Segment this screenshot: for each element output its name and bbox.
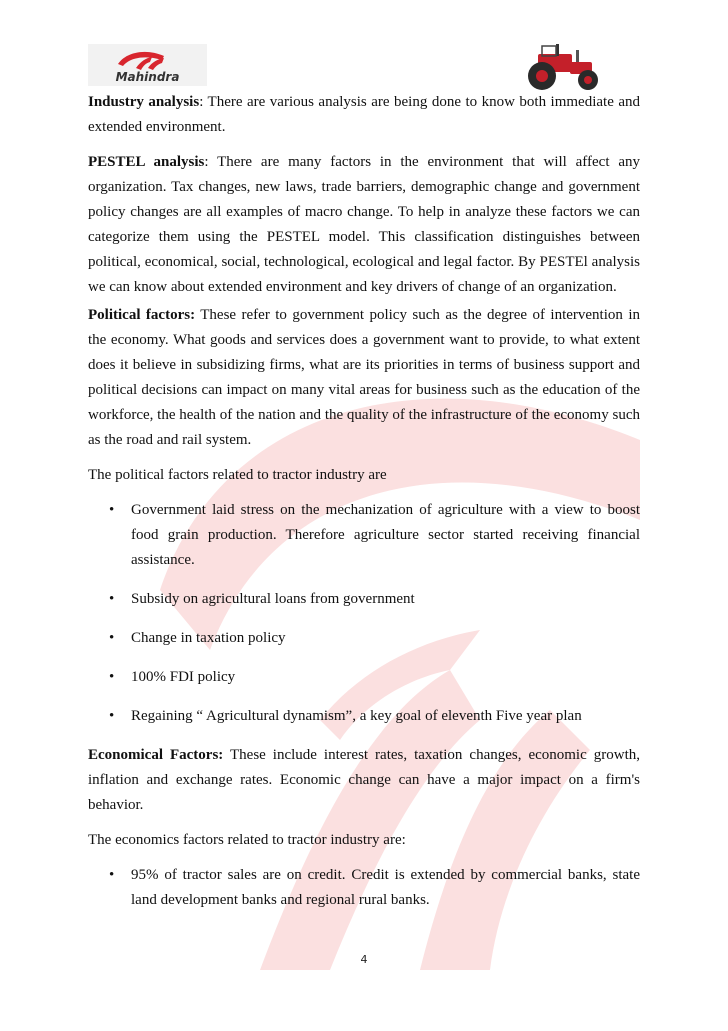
economical-factors-intro: The economics factors related to tractor industry are: bbox=[88, 832, 406, 848]
tractor-icon bbox=[512, 40, 608, 92]
economical-factors-list bbox=[88, 863, 640, 913]
bullet-marker: • bbox=[109, 630, 115, 646]
page-content bbox=[88, 90, 640, 927]
list-item: • Change in taxation policy bbox=[88, 626, 640, 651]
mahindra-logo bbox=[88, 44, 207, 86]
industry-analysis-paragraph bbox=[88, 90, 640, 140]
political-factors-heading: Political factors: bbox=[88, 307, 196, 323]
bullet-marker: • bbox=[109, 867, 115, 883]
political-factors-list bbox=[88, 498, 640, 729]
bullet-marker: • bbox=[109, 708, 115, 724]
political-factors-text: These refer to government policy such as the degree of intervention in the economy. What goods and services does a government want to provide, to what extent does it believe in subsidizing firms, what are its priorities in terms of business support and political decisions can impact on many vital areas for business such as the education of the workforce, the health of the nation and the quality of the infrastructure of the economy such as the road and rail system. bbox=[88, 307, 641, 448]
list-item: • Government laid stress on the mechanization of agriculture with a view to boost food grain production. Therefore agriculture sector started receiving financial assistance. bbox=[88, 498, 640, 573]
list-item: • Subsidy on agricultural loans from government bbox=[88, 587, 640, 612]
industry-analysis-text: : There are various analysis are being done to know both immediate and extended environment. bbox=[88, 94, 640, 135]
bullet-marker: • bbox=[109, 591, 115, 607]
industry-analysis-heading: Industry analysis bbox=[88, 94, 200, 110]
logo-text: Mahindra bbox=[115, 70, 180, 84]
pestel-paragraph bbox=[88, 150, 640, 300]
political-factors-intro: The political factors related to tractor industry are bbox=[88, 467, 387, 483]
list-item: • 95% of tractor sales are on credit. Credit is extended by commercial banks, state land development banks and regional rural banks. bbox=[88, 863, 640, 913]
political-factors-paragraph bbox=[88, 303, 640, 453]
economical-factors-heading: Economical Factors: bbox=[88, 747, 224, 763]
economical-factors-text: These include interest rates, taxation changes, economic growth, inflation and exchange rates. Economic change can have a major impact on a firm's behavior. bbox=[88, 747, 640, 813]
list-item: • 100% FDI policy bbox=[88, 665, 640, 690]
economical-factors-paragraph bbox=[88, 743, 640, 818]
bullet-marker: • bbox=[109, 669, 115, 685]
bullet-marker: • bbox=[109, 502, 115, 518]
list-item: • Regaining “ Agricultural dynamism”, a key goal of eleventh Five year plan bbox=[88, 704, 640, 729]
page-number: 4 bbox=[360, 953, 368, 966]
pestel-text: : There are many factors in the environment that will affect any organization. Tax changes, new laws, trade barriers, demographic change and government policy changes are all examples of macro change. To help in analyze these factors we can categorize them using the PESTEL model. This classification distinguishes between political, economical, social, technological, ecological and legal factor. By PESTEl analysis we can know about extended environment and key drivers of change of an organization. bbox=[88, 154, 640, 295]
pestel-heading: PESTEL analysis bbox=[88, 154, 205, 170]
